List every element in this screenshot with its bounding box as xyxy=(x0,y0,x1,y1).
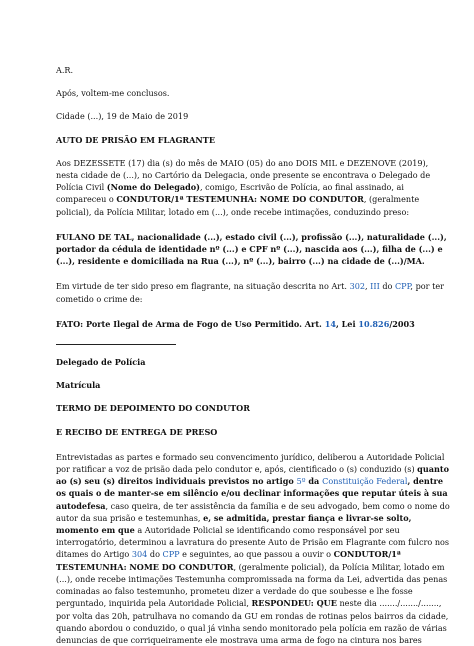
depo-text-b: quanto ao (s) seu (s) direitos individuais previstos no artigo xyxy=(56,464,449,487)
fato-text-b: , Lei xyxy=(335,318,359,329)
intro-text-c: , comigo, Escrivão de Polícia, ao final assinado, ai compareceu o xyxy=(56,182,404,205)
link-cpp[interactable]: CPP xyxy=(394,281,411,292)
depo-text-e: , caso queira, de ter assistência da família e de seu advogado, bem como o nome do autor da sua prisão e testemunhas, xyxy=(56,500,450,523)
intro-text-a: Aos DEZESSETE (17) dia (s) do mês de MAIO (05) do ano DOIS MIL e DEZENOVE (2019), nesta cidade de (...), no Cartório da Delegacia, onde presente se encontrava o Delegado de Polícia Civil xyxy=(56,157,431,193)
signature-role xyxy=(56,356,450,368)
link-constituicao-federal[interactable]: Constituição Federal xyxy=(322,476,408,487)
paragraph-preso xyxy=(56,231,450,268)
paragraph-flagrante xyxy=(56,280,450,304)
preso-qualification: FULANO DE TAL, nacionalidade (...), estado civil (...), profissão (...), naturalidade (...), portador da cédula de identidade nº (...) e CPF nº (...), nascida aos (...), filha de (...) e (...), residente e domiciliada na Rua (...), nº (...), bairro (...) na cidade de (...)/MA. xyxy=(56,231,447,267)
delegado-name: (Nome do Delegado) xyxy=(106,182,201,193)
conclusion-note: Após, voltem-me conclusos. xyxy=(56,88,170,99)
depo-text-h: do xyxy=(147,549,163,560)
signature-role-text: Delegado de Polícia xyxy=(56,357,146,368)
signature-matricula xyxy=(56,379,450,391)
link-art-304[interactable]: 304 xyxy=(131,549,148,560)
signature-matricula-text: Matrícula xyxy=(56,380,101,391)
fato-text-c: /2003 xyxy=(389,318,415,329)
termo-title-2 xyxy=(56,426,450,438)
depo-text-f: e, se admitida, prestar fiança e livrar-se solto, momento em que xyxy=(56,512,412,536)
document-title xyxy=(56,134,450,146)
fato-text-a: FATO: Porte Ilegal de Arma de Fogo de Uso Permitido. Art. xyxy=(56,318,325,329)
depo-text-a: Entrevistadas as partes e formado seu convencimento jurídico, deliberou a Autoridade Policial por ratificar a voz de prisão dada pelo condutor e, após, cientificado o (s) conduzido (s) xyxy=(56,451,445,475)
signature-line xyxy=(56,344,176,345)
depo-respondeu: RESPONDEU: QUE xyxy=(251,598,337,609)
intro-text-e: , (geralmente policial), da Polícia Militar, lotado em (...), onde recebe intimações, conduzindo preso: xyxy=(56,194,420,217)
date-line: Cidade (...), 19 de Maio de 2019 xyxy=(56,111,189,122)
ar-note: A.R. xyxy=(56,65,74,75)
flagrante-text-d: , por ter cometido o crime de: xyxy=(56,281,444,304)
document-title-text: AUTO DE PRISÃO EM FLAGRANTE xyxy=(56,134,215,145)
flagrante-text-c: do xyxy=(379,281,395,292)
paragraph-fato xyxy=(56,318,450,330)
depo-text-d: , dentre os quais o de manter-se em silêncio e/ou declinar informações que reputar úteis à sua autodefesa xyxy=(56,476,448,511)
condutor-name: CONDUTOR/1ª TESTEMUNHA: NOME DO CONDUTOR xyxy=(116,194,364,205)
depo-condutor-name: CONDUTOR/1ª TESTEMUNHA: NOME DO CONDUTOR xyxy=(56,549,401,572)
termo-title-1-text: TERMO DE DEPOIMENTO DO CONDUTOR xyxy=(56,403,250,414)
depo-text-m: neste dia ......./......./......., por volta das 20h, patrulhava no comando da GU em rondas de rotinas pelos bairros da cidade, quando abordou o conduzido, o qual já vinha sendo monitorado pela polícia em razão de várias denuncias de que corriqueiramente ele mostrava uma arma de fogo na cintura nos bares xyxy=(56,598,449,645)
link-cpp-2[interactable]: CPP xyxy=(162,549,180,560)
link-art-5[interactable]: 5º xyxy=(296,476,306,487)
flagrante-text-a: Em virtude de ter sido preso em flagrante, na situação descrita no Art. xyxy=(56,281,350,292)
termo-title-1 xyxy=(56,402,450,414)
paragraph-intro xyxy=(56,157,450,218)
link-art-302[interactable]: 302 xyxy=(349,281,366,292)
depo-text-k: , (geralmente policial), da Polícia Militar, lotado em (...), onde recebe intimações Testemunha compromissada na forma da Lei, advertida das penas cominadas ao falso testemunho, prometeu dizer a verdade do que soubesse e lhe fosse perguntado, inquirida pela Autoridade Policial, xyxy=(56,561,448,609)
paragraph-depoimento xyxy=(56,451,450,646)
flagrante-text-b: , xyxy=(365,281,371,292)
depo-text-i: e seguintes, ao que passou a ouvir o xyxy=(179,549,334,560)
depo-text-g: a Autoridade Policial se identificando como responsável por seu interrogatório, determinou a lavratura do presente Auto de Prisão em Flagrante com fulcro nos ditames do Artigo xyxy=(56,525,450,560)
link-inciso-iii[interactable]: III xyxy=(370,281,380,292)
link-art-14[interactable]: 14 xyxy=(324,318,336,329)
depo-text-c: da xyxy=(305,476,323,487)
link-lei-10826[interactable]: 10.826 xyxy=(358,318,390,329)
termo-title-2-text: E RECIBO DE ENTREGA DE PRESO xyxy=(56,426,218,437)
